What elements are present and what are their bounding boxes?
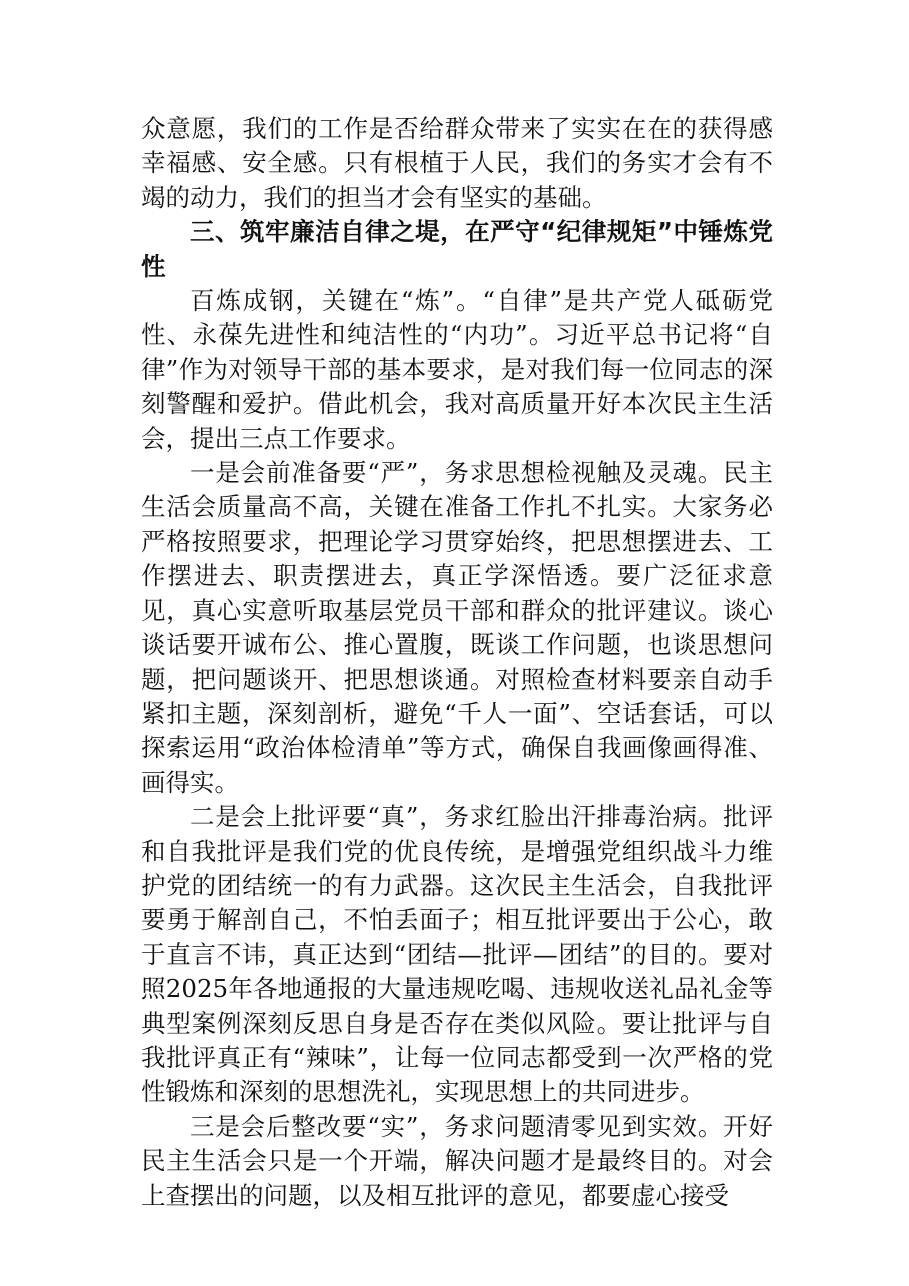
paragraph-requirement-2: 二是会上批评要“真”，务求红脸出汗排毒治病。批评和自我批评是我们党的优良传统，是增强党组织战斗力维护党的团结统一的有力武器。这次民主生活会，自我批评要勇于解剖自己，不怕丢面子；相互批评要出于公心，敢于直言不讳，真正达到“团结—批评—团结”的目的。要对照2025年各地通报的大量违规吃喝、违规收送礼品礼金等典型案例深刻反思自身是否存在类似风险。要让批评与自我批评真正有“辣味”，让每一位同志都受到一次严格的党性锻炼和深刻的思想洗礼，实现思想上的共同进步。	[141, 802, 773, 1107]
paragraph-requirement-3: 三是会后整改要“实”，务求问题清零见到实效。开好民主生活会只是一个开端，解决问题才是最终目的。对会上查摆出的问题，以及相互批评的意见，都要虚心接受	[141, 1111, 773, 1210]
section-heading-3: 三、筑牢廉洁自律之堤，在严守“纪律规矩”中锤炼党性	[141, 217, 773, 281]
paragraph-requirement-1: 一是会前准备要“严”，务求思想检视触及灵魂。民主生活会质量高不高，关键在准备工作扎不扎实。大家务必严格按照要求，把理论学习贯穿始终，把思想摆进去、工作摆进去、职责摆进去，真正学深悟透。要广泛征求意见，真心实意听取基层党员干部和群众的批评建议。谈心谈话要开诚布公、推心置腹，既谈工作问题，也谈思想问题，把问题谈开、把思想谈通。对照检查材料要亲自动手紧扣主题，深刻剖析，避免“千人一面”、空话套话，可以探索运用“政治体检清单”等方式，确保自我画像画得准、画得实。	[141, 458, 773, 797]
paragraph-self-discipline: 百炼成钢，关键在“炼”。“自律”是共产党人砥砺党性、永葆先进性和纯洁性的“内功”。习近平总书记将“自律”作为对领导干部的基本要求，是对我们每一位同志的深刻警醒和爱护。借此机会，我对高质量开好本次民主生活会，提出三点工作要求。	[141, 286, 773, 453]
document-page	[141, 112, 773, 1213]
paragraph-continuation: 众意愿，我们的工作是否给群众带来了实实在在的获得感幸福感、安全感。只有根植于人民，我们的务实才会有不竭的动力，我们的担当才会有坚实的基础。	[141, 114, 773, 212]
